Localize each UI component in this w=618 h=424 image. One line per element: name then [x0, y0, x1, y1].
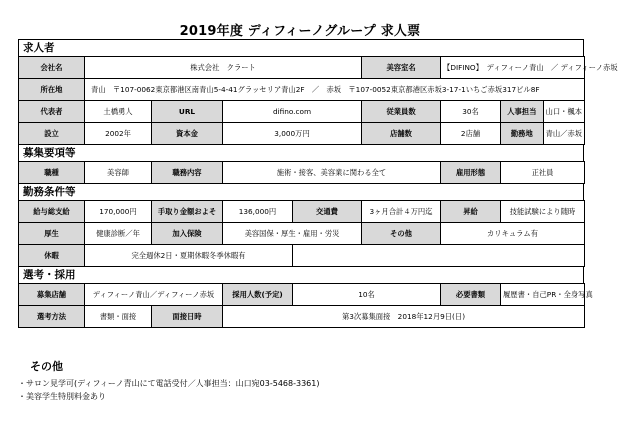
- note-item: ・サロン見学可(ディフィーノ青山にて電話受付／人事担当：山口宛03-5468-3361): [18, 379, 320, 388]
- hr-label: 人事担当: [501, 101, 543, 122]
- table-row: [19, 162, 585, 184]
- capital-label: 資本金: [152, 123, 223, 145]
- misc-value: カリキュラム有: [441, 223, 585, 245]
- job-value: 美容師: [85, 162, 152, 184]
- holiday-value: 完全週休2日・夏期休暇冬季休暇有: [85, 245, 293, 267]
- salon-value: 【DIFINO】 ディフィーノ青山 ／ ディフィーノ赤坂: [441, 57, 585, 79]
- representative-value: 土橋勇人: [85, 101, 152, 123]
- location-label: 勤務地: [501, 123, 543, 144]
- welfare-value: 健康診断／年: [85, 223, 152, 245]
- founded-label: 設立: [19, 123, 85, 145]
- transport-value: 3ヶ月合計４万円迄: [362, 201, 441, 223]
- table-row: [19, 201, 585, 223]
- stores-label: 店舗数: [362, 123, 441, 145]
- table-row: [19, 306, 585, 328]
- interview-value: 第3次募集面接 2018年12月9日(日): [223, 306, 585, 328]
- interview-label: 面接日時: [152, 306, 223, 328]
- holiday-blank: [293, 245, 585, 267]
- founded-value: 2002年: [85, 123, 152, 145]
- stores-value: 2店舗: [441, 123, 501, 145]
- salary-value: 170,000円: [85, 201, 152, 223]
- section-working: 勤務条件等: [18, 183, 584, 201]
- salon-label: 美容室名: [362, 57, 441, 79]
- staff-count-label: 従業員数: [362, 101, 441, 123]
- store-label: 募集店舗: [19, 284, 85, 306]
- promotion-label: 昇給: [441, 201, 501, 223]
- job-label: 職種: [19, 162, 85, 184]
- notes-list: [18, 378, 319, 403]
- headcount-value: 10名: [293, 284, 441, 306]
- note-item: ・美容学生特別料金あり: [18, 391, 106, 401]
- table-row: [19, 57, 585, 79]
- page-title: 2019年度 ディフィーノグループ 求人票: [179, 24, 421, 39]
- address-label: 所在地: [19, 79, 85, 101]
- method-value: 書類・面接: [85, 306, 152, 328]
- headcount-label: 採用人数(予定): [223, 284, 293, 306]
- transport-label: 交通費: [293, 201, 362, 223]
- table-row: [19, 79, 585, 101]
- section-recruitment: 募集要項等: [18, 144, 584, 162]
- table-row: [19, 123, 585, 145]
- recruitment-table: [18, 161, 585, 184]
- staff-count-value: 30名: [441, 101, 501, 123]
- table-row: [19, 245, 585, 267]
- employment-label: 雇用形態: [441, 162, 501, 184]
- company-value: 株式会社 クラート: [85, 57, 362, 79]
- location-cell: [501, 123, 585, 145]
- section-selection: 選考・採用: [18, 266, 584, 284]
- insurance-label: 加入保険: [152, 223, 223, 245]
- holiday-label: 休暇: [19, 245, 85, 267]
- promotion-value: 技能試験により随時: [501, 201, 585, 223]
- documents-label: 必要書類: [441, 284, 501, 306]
- table-row: [19, 101, 585, 123]
- company-label: 会社名: [19, 57, 85, 79]
- salary-label: 給与総支給: [19, 201, 85, 223]
- misc-label: その他: [362, 223, 441, 245]
- store-value: ディフィーノ青山／ディフィーノ赤坂: [85, 284, 223, 306]
- selection-table: [18, 283, 593, 328]
- duty-value: 施術・接客、美容業に関わる全て: [223, 162, 441, 184]
- method-label: 選考方法: [19, 306, 85, 328]
- insurance-value: 美容国保・厚生・雇用・労災: [223, 223, 362, 245]
- job-offer-sheet: [18, 40, 618, 328]
- table-row: [19, 284, 585, 306]
- representative-label: 代表者: [19, 101, 85, 123]
- url-value[interactable]: difino.com: [223, 101, 362, 123]
- documents-value: 履歴書・自己PR・全身写真: [501, 284, 585, 306]
- location-value: 青山／赤坂: [545, 128, 583, 138]
- url-label: URL: [152, 101, 223, 123]
- capital-value: 3,000万円: [223, 123, 362, 145]
- takehome-label: 手取り金額およそ: [152, 201, 223, 223]
- takehome-value: 136,000円: [223, 201, 293, 223]
- section-employer: 求人者: [18, 39, 584, 57]
- employer-table: [18, 56, 618, 145]
- address-value: 青山 〒107-0062東京都港区南青山5-4-41グラッセリア青山2F ／ 赤坂 〒107-0052東京都港区赤坂3-17-1いちご赤坂317ビル8F: [85, 79, 585, 101]
- welfare-label: 厚生: [19, 223, 85, 245]
- hr-value: 山口・楓本: [545, 106, 583, 116]
- table-row: [19, 223, 585, 245]
- working-table: [18, 200, 585, 267]
- employment-value: 正社員: [501, 162, 585, 184]
- duty-label: 職務内容: [152, 162, 223, 184]
- hr-cell: [501, 101, 585, 123]
- section-other: その他: [30, 360, 63, 373]
